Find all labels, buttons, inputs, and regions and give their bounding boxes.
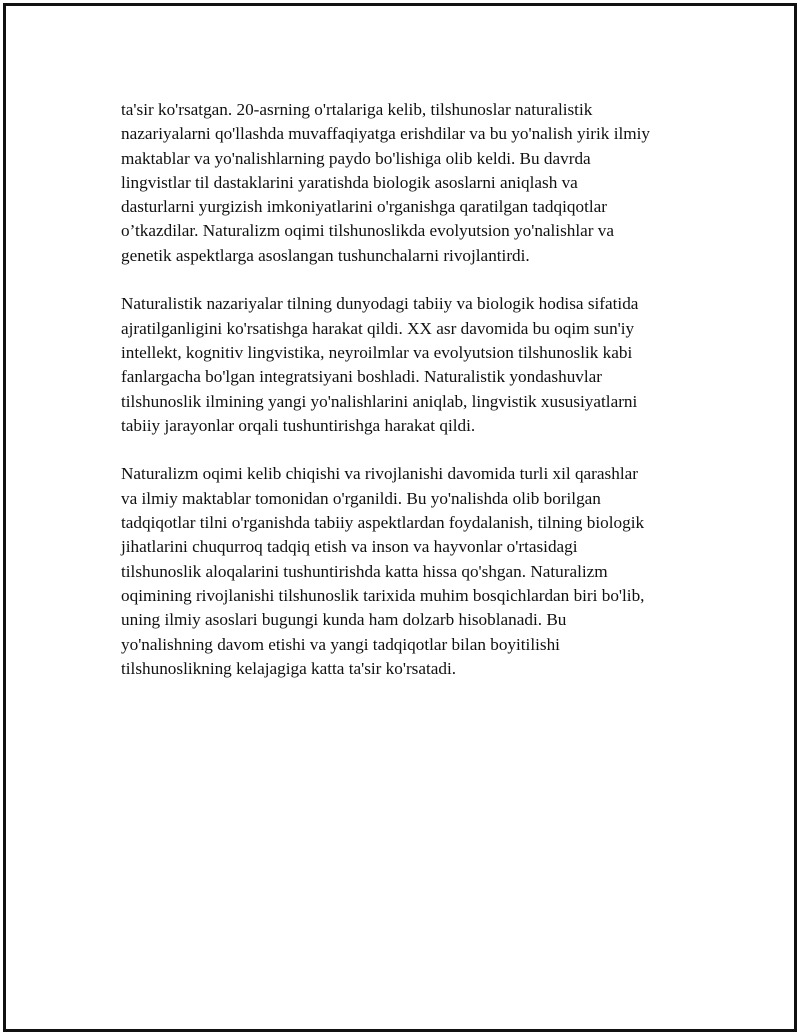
text-line: intellekt, kognitiv lingvistika, neyroilmlar va evolyutsion tilshunoslik kabi (121, 342, 633, 362)
paragraph-3 (121, 462, 701, 681)
text-line: genetik aspektlarga asoslangan tushunchalarni rivojlantirdi. (121, 245, 530, 265)
document-body (121, 98, 701, 705)
text-line: tadqiqotlar tilni o'rganishda tabiiy aspektlardan foydalanish, tilning biologik (121, 513, 645, 533)
text-line: o’tkazdilar. Naturalizm oqimi tilshunoslikda evolyutsion yo'nalishlar va (121, 221, 615, 241)
text-line: yo'nalishning davom etishi va yangi tadqiqotlar bilan boyitilishi (121, 634, 560, 654)
text-line: ajratilganligini ko'rsatishga harakat qildi. XX asr davomida bu oqim sun'iy (121, 318, 635, 338)
text-line: dasturlarni yurgizish imkoniyatlarini o'rganishga qaratilgan tadqiqotlar (121, 197, 607, 217)
text-line: oqimining rivojlanishi tilshunoslik tarixida muhim bosqichlardan biri bo'lib, (121, 585, 645, 605)
text-line: tilshunoslikning kelajagiga katta ta'sir ko'rsatadi. (121, 658, 457, 678)
paragraph-2 (121, 292, 701, 438)
text-line: lingvistlar til dastaklarini yaratishda biologik asoslarni aniqlash va (121, 172, 578, 192)
text-line: jihatlarini chuqurroq tadqiq etish va inson va hayvonlar o'rtasidagi (121, 537, 578, 557)
text-line: tilshunoslik ilmining yangi yo'nalishlarini aniqlab, lingvistik xususiyatlarni (121, 391, 638, 411)
text-line: Naturalizm oqimi kelib chiqishi va rivojlanishi davomida turli xil qarashlar (121, 464, 638, 484)
paragraph-1 (121, 98, 701, 268)
text-line: ta'sir ko'rsatgan. 20-asrning o'rtalariga kelib, tilshunoslar naturalistik (121, 100, 593, 119)
text-line: tilshunoslik aloqalarini tushuntirishda katta hissa qo'shgan. Naturalizm (121, 561, 608, 581)
text-line: va ilmiy maktablar tomonidan o'rganildi. Bu yo'nalishda olib borilgan (121, 488, 601, 508)
text-line: uning ilmiy asoslari bugungi kunda ham dolzarb hisoblanadi. Bu (121, 610, 567, 630)
text-line: maktablar va yo'nalishlarning paydo bo'lishiga olib keldi. Bu davrda (121, 148, 591, 168)
text-line: nazariyalarni qo'llashda muvaffaqiyatga erishdilar va bu yo'nalish yirik ilmiy (121, 124, 650, 144)
text-line: fanlargacha bo'lgan integratsiyani boshladi. Naturalistik yondashuvlar (121, 367, 603, 387)
page-frame (3, 3, 797, 1032)
text-line: tabiiy jarayonlar orqali tushuntirishga harakat qildi. (121, 415, 476, 435)
text-line: Naturalistik nazariyalar tilning dunyodagi tabiiy va biologik hodisa sifatida (121, 294, 639, 314)
